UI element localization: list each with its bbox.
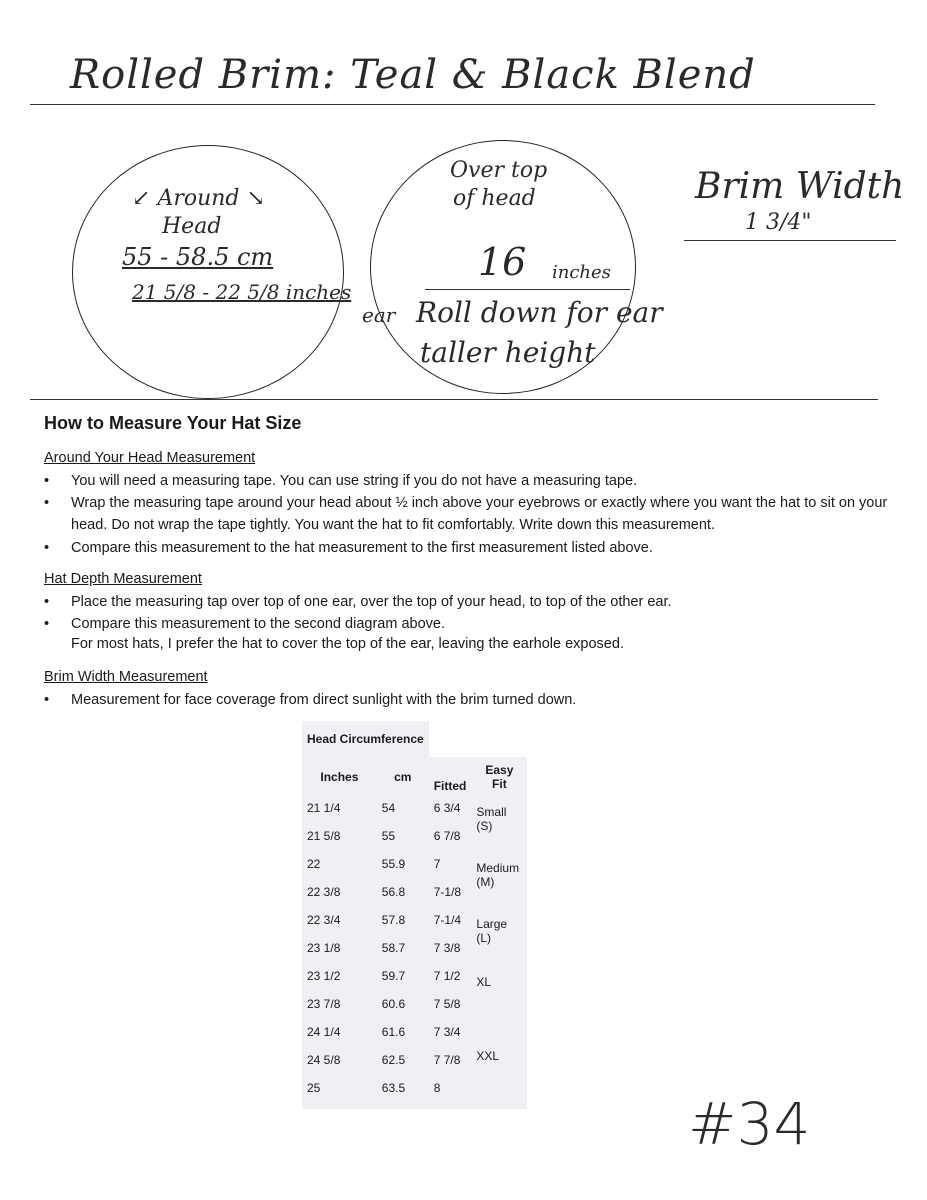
- table-row: 23 7/8 60.6 7 5/8: [307, 997, 461, 1011]
- easy-fit-cell: XL: [476, 975, 492, 989]
- head-label: Head: [162, 214, 222, 239]
- table-header: Inches: [320, 770, 359, 784]
- roll-down-note: Roll down for ear: [416, 296, 663, 329]
- of-head-label: of head: [453, 186, 536, 211]
- table-row: 21 1/4 54 6 3/4 Small (S): [302, 797, 527, 825]
- brim-width-value: 1 3/4": [745, 210, 812, 235]
- around-label: ↙ Around ↘: [132, 186, 265, 211]
- over-head-unit: inches: [552, 262, 611, 283]
- around-head-diagram: [72, 145, 344, 399]
- taller-height-note: taller height: [420, 336, 596, 369]
- table-row: 24 1/4 61.6 7 3/4 XXL: [302, 1021, 527, 1049]
- table-header: Easy Fit: [485, 763, 514, 791]
- size-table: [302, 721, 527, 1109]
- table-row: 25 63.5 8: [307, 1081, 441, 1095]
- table-row: 23 1/8 58.7 7 3/8: [307, 941, 461, 955]
- around-cm-value: 55 - 58.5 cm: [122, 243, 274, 271]
- over-top-label: Over top: [450, 158, 548, 183]
- table-header: cm: [394, 770, 412, 784]
- table-row: 22 3/4 57.8 7-1/4 Large (L): [302, 909, 527, 937]
- guide-heading: How to Measure Your Hat Size: [44, 413, 302, 433]
- section-title-depth: Hat Depth Measurement: [44, 571, 202, 587]
- section-title-around: Around Your Head Measurement: [44, 450, 256, 466]
- section-title-brim: Brim Width Measurement: [44, 669, 208, 685]
- table-header: Fitted: [433, 779, 467, 793]
- around-inches-value: 21 5/8 - 22 5/8 inches: [132, 280, 352, 304]
- easy-fit-cell: Large (L): [476, 917, 508, 945]
- table-row: 24 5/8 62.5 7 7/8: [307, 1053, 461, 1067]
- over-head-value-underline: [425, 289, 630, 290]
- table-row: 23 1/2 59.7 7 1/2 XL: [302, 965, 527, 993]
- easy-fit-cell: Small (S): [476, 805, 507, 833]
- table-row: 21 5/8 55 6 7/8: [307, 829, 461, 843]
- table-row: 22 55.9 7 Medium (M): [302, 853, 527, 881]
- ear-label: ear: [362, 303, 396, 327]
- table-row: 22 3/8 56.8 7-1/8: [307, 885, 462, 899]
- page-number: #34: [688, 1090, 811, 1158]
- depth-note: For most hats, I prefer the hat to cover the top of the ear, leaving the earhole exposed.: [71, 636, 624, 652]
- product-title: Rolled Brim: Teal & Black Blend: [70, 52, 756, 98]
- table-group-header: Head Circumference: [307, 732, 424, 746]
- title-underline: [30, 104, 875, 105]
- over-head-value: 16: [478, 240, 527, 284]
- easy-fit-cell: Medium (M): [476, 861, 520, 889]
- section-divider: [30, 399, 878, 400]
- easy-fit-cell: XXL: [476, 1049, 500, 1063]
- brim-width-label: Brim Width: [695, 166, 905, 207]
- brim-width-underline: [684, 240, 896, 241]
